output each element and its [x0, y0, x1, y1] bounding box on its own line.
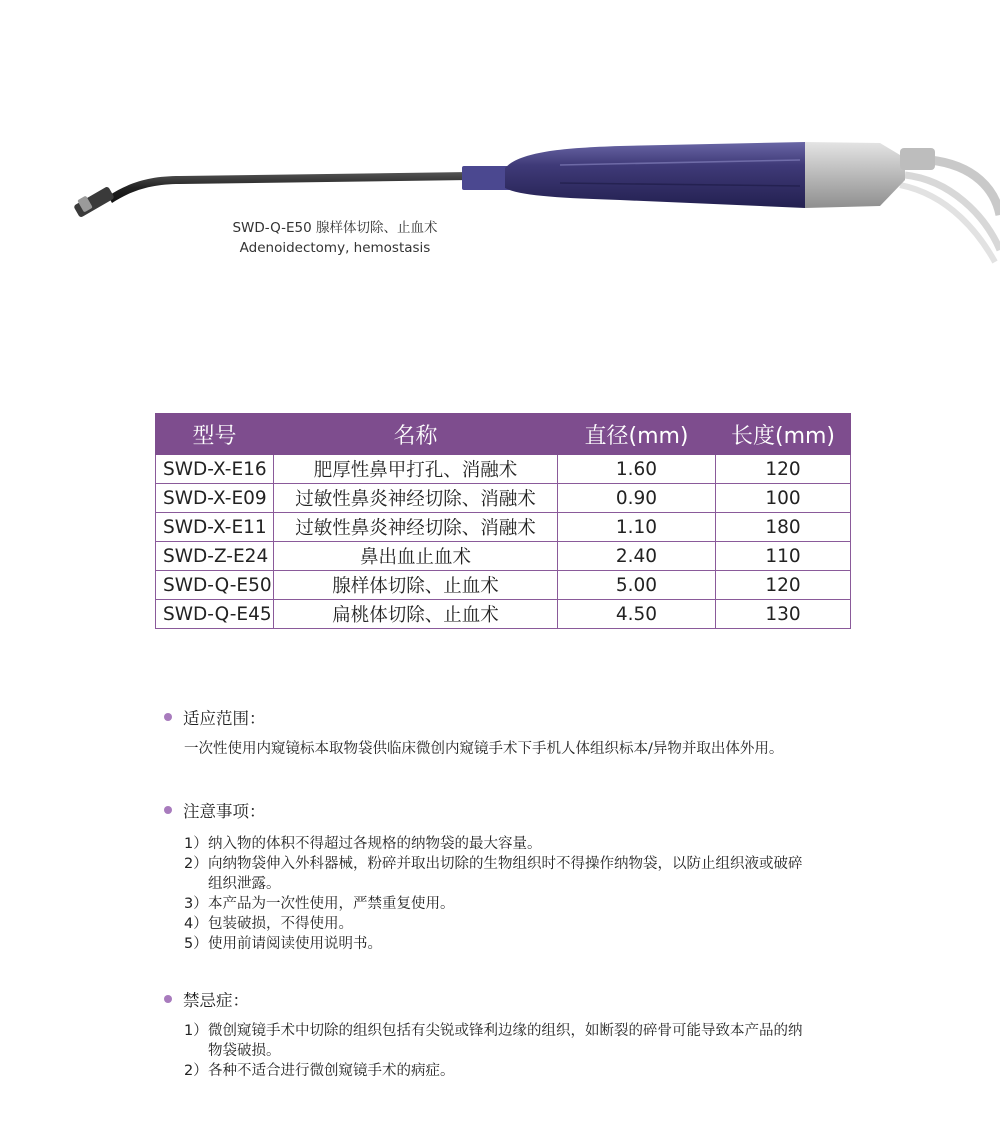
cell-length: 110: [716, 542, 851, 571]
bullet-icon: [164, 713, 172, 721]
item-text: 本产品为一次性使用，严禁重复使用。: [208, 896, 455, 912]
scope-body: [184, 739, 874, 759]
cell-model: SWD-Q-E50: [156, 571, 274, 600]
item-number: 1）: [184, 836, 208, 852]
list-item: [184, 894, 874, 914]
cell-name: 肥厚性鼻甲打孔、消融术: [274, 455, 558, 484]
spec-table: [155, 413, 851, 629]
cell-diameter: 1.60: [558, 455, 716, 484]
contra-heading: [164, 987, 249, 1011]
cell-name: 过敏性鼻炎神经切除、消融术: [274, 513, 558, 542]
caption-cn: SWD-Q-E50 腺样体切除、止血术: [232, 220, 438, 236]
cell-model: SWD-X-E09: [156, 484, 274, 513]
cell-model: SWD-Z-E24: [156, 542, 274, 571]
notes-title: 注意事项：: [183, 802, 266, 821]
item-text: 使用前请阅读使用说明书。: [208, 936, 382, 952]
cell-diameter: 5.00: [558, 571, 716, 600]
item-text: 向纳物袋伸入外科器械，粉碎并取出切除的生物组织时不得操作纳物袋，以防止组织液或破碎: [208, 856, 803, 872]
contra-list: [184, 1021, 874, 1081]
scope-heading: [164, 705, 266, 729]
item-text: 微创窥镜手术中切除的组织包括有尖锐或锋利边缘的组织，如断裂的碎骨可能导致本产品的纳: [208, 1023, 803, 1039]
item-text-cont: 物袋破损。: [208, 1043, 281, 1059]
table-row: [156, 571, 851, 600]
list-item: [184, 834, 874, 854]
header-diameter: 直径(mm): [558, 414, 716, 455]
cell-name: 鼻出血止血术: [274, 542, 558, 571]
bullet-icon: [164, 806, 172, 814]
list-item: [184, 934, 874, 954]
cell-length: 100: [716, 484, 851, 513]
product-image: [0, 0, 1000, 300]
cell-diameter: 0.90: [558, 484, 716, 513]
cell-length: 180: [716, 513, 851, 542]
cell-length: 120: [716, 455, 851, 484]
table-row: [156, 513, 851, 542]
cell-name: 扁桃体切除、止血术: [274, 600, 558, 629]
item-text: 包装破损，不得使用。: [208, 916, 353, 932]
list-item: [184, 1061, 874, 1081]
table-row: [156, 455, 851, 484]
wand-illustration: [0, 0, 1000, 300]
table-row: [156, 600, 851, 629]
notes-heading: [164, 798, 266, 822]
table-header-row: [156, 414, 851, 455]
cell-name: 过敏性鼻炎神经切除、消融术: [274, 484, 558, 513]
table-row: [156, 484, 851, 513]
cell-name: 腺样体切除、止血术: [274, 571, 558, 600]
item-number: 3）: [184, 896, 208, 912]
item-number: 2）: [184, 856, 208, 872]
item-number: 2）: [184, 1063, 208, 1079]
cell-length: 130: [716, 600, 851, 629]
caption-en: Adenoidectomy, hemostasis: [239, 240, 431, 256]
header-model: 型号: [156, 414, 274, 455]
header-name: 名称: [274, 414, 558, 455]
item-text-cont: 组织泄露。: [208, 876, 281, 892]
table-row: [156, 542, 851, 571]
cell-diameter: 4.50: [558, 600, 716, 629]
list-item: [184, 854, 874, 894]
list-item: [184, 1021, 874, 1061]
cell-model: SWD-X-E16: [156, 455, 274, 484]
product-caption: [205, 218, 465, 258]
contra-title: 禁忌症：: [183, 991, 249, 1010]
list-item: [184, 914, 874, 934]
cell-model: SWD-X-E11: [156, 513, 274, 542]
scope-title: 适应范围：: [183, 709, 266, 728]
item-text: 各种不适合进行微创窥镜手术的病症。: [208, 1063, 455, 1079]
cell-model: SWD-Q-E45: [156, 600, 274, 629]
bullet-icon: [164, 995, 172, 1003]
cell-diameter: 2.40: [558, 542, 716, 571]
item-number: 4）: [184, 916, 208, 932]
scope-text: 一次性使用内窥镜标本取物袋供临床微创内窥镜手术下手机人体组织标本/异物并取出体外用。: [184, 741, 784, 757]
item-number: 5）: [184, 936, 208, 952]
header-length: 长度(mm): [716, 414, 851, 455]
notes-list: [184, 834, 874, 954]
item-text: 纳入物的体积不得超过各规格的纳物袋的最大容量。: [208, 836, 542, 852]
cell-length: 120: [716, 571, 851, 600]
cell-diameter: 1.10: [558, 513, 716, 542]
item-number: 1）: [184, 1023, 208, 1039]
